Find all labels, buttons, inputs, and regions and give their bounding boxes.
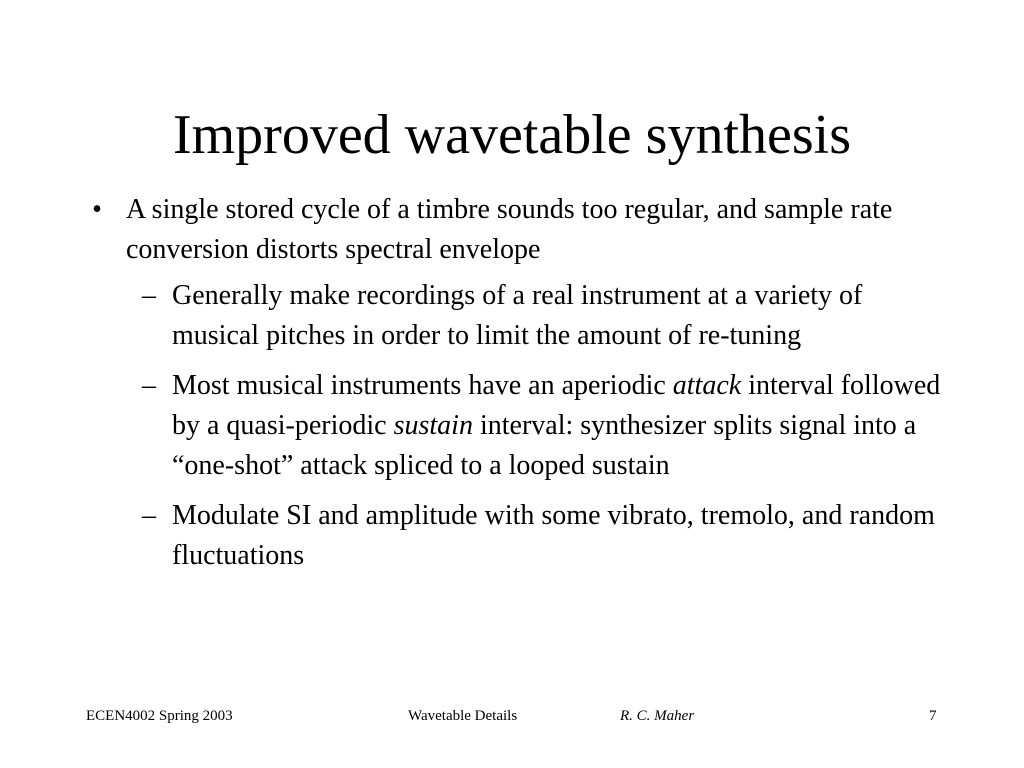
slide-title: Improved wavetable synthesis [172,104,852,166]
sub-bullet-recordings [82,276,952,356]
footer-author: R. C. Maher [620,708,695,724]
footer-topic: Wavetable Details [408,708,518,724]
sub-bullet-list [82,276,952,576]
footer-page-number: 7 [929,708,937,724]
sub-bullet-text: Modulate SI and amplitude with some vibrato, tremolo, and random fluctuations [172,500,935,571]
dash-marker: – [142,370,156,401]
dash-marker: – [142,280,156,311]
sub-bullet-modulate [82,496,952,576]
sub-bullet-text-part3: interval: synthesizer splits signal into a “one-shot” attack spliced to a looped sustain [172,410,917,481]
footer-course: ECEN4002 Spring 2003 [86,708,233,724]
main-bullet-text: A single stored cycle of a timbre sounds too regular, and sample rate conversion distorts spectral envelope [126,194,893,265]
slide-body [82,190,952,586]
emphasis-sustain: sustain [393,410,473,441]
emphasis-attack: attack [672,370,742,401]
sub-bullet-text-part1: Most musical instruments have an aperiodic [172,370,673,401]
sub-bullet-attack-sustain [82,366,952,486]
sub-bullet-text: Generally make recordings of a real instrument at a variety of musical pitches in order to limit the amount of re-tuning [172,280,863,351]
bullet-marker: • [92,194,102,225]
dash-marker: – [142,500,156,531]
main-bullet [82,190,952,270]
sub-bullet-text-part2: interval followed by a quasi-periodic [172,370,941,441]
